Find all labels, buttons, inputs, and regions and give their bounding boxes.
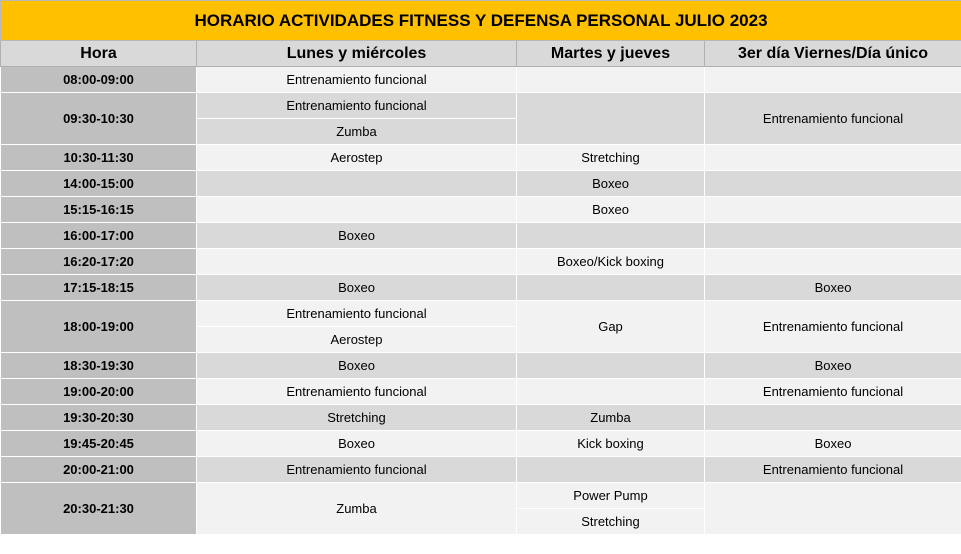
header-martes-jueves: Martes y jueves — [517, 41, 705, 67]
schedule-row — [1, 249, 961, 275]
header-hora: Hora — [1, 41, 197, 67]
schedule-row — [1, 457, 961, 483]
schedule-row — [1, 197, 961, 223]
activity-viernes: Entrenamiento funcional — [705, 457, 961, 483]
activity-viernes — [705, 67, 961, 93]
activity-martes-jueves: Gap — [517, 301, 705, 353]
activity-martes-jueves: Boxeo — [517, 171, 705, 197]
schedule-row — [1, 483, 961, 509]
activity-lunes-miercoles — [197, 249, 517, 275]
time-slot: 09:30-10:30 — [1, 93, 197, 145]
schedule-row — [1, 275, 961, 301]
schedule-title: HORARIO ACTIVIDADES FITNESS Y DEFENSA PERSONAL JULIO 2023 — [1, 1, 961, 41]
activity-martes-jueves: Stretching — [517, 509, 705, 535]
activity-martes-jueves: Stretching — [517, 145, 705, 171]
time-slot: 18:00-19:00 — [1, 301, 197, 353]
activity-viernes — [705, 405, 961, 431]
activity-martes-jueves — [517, 223, 705, 249]
time-slot: 17:15-18:15 — [1, 275, 197, 301]
schedule-row — [1, 67, 961, 93]
time-slot: 20:30-21:30 — [1, 483, 197, 535]
activity-viernes: Entrenamiento funcional — [705, 93, 961, 145]
activity-viernes: Boxeo — [705, 275, 961, 301]
header-lunes-miercoles: Lunes y miércoles — [197, 41, 517, 67]
activity-viernes — [705, 145, 961, 171]
activity-lunes-miercoles: Entrenamiento funcional — [197, 457, 517, 483]
time-slot: 10:30-11:30 — [1, 145, 197, 171]
time-slot: 19:30-20:30 — [1, 405, 197, 431]
schedule-row — [1, 93, 961, 119]
activity-viernes — [705, 171, 961, 197]
activity-lunes-miercoles: Entrenamiento funcional — [197, 379, 517, 405]
time-slot: 08:00-09:00 — [1, 67, 197, 93]
activity-lunes-miercoles: Aerostep — [197, 327, 517, 353]
schedule-row — [1, 223, 961, 249]
schedule-row — [1, 353, 961, 379]
activity-viernes: Boxeo — [705, 431, 961, 457]
activity-lunes-miercoles: Aerostep — [197, 145, 517, 171]
activity-martes-jueves — [517, 275, 705, 301]
time-slot: 20:00-21:00 — [1, 457, 197, 483]
activity-martes-jueves — [517, 353, 705, 379]
time-slot: 16:00-17:00 — [1, 223, 197, 249]
activity-lunes-miercoles — [197, 171, 517, 197]
schedule-row — [1, 301, 961, 327]
activity-martes-jueves: Zumba — [517, 405, 705, 431]
activity-martes-jueves — [517, 457, 705, 483]
activity-viernes: Boxeo — [705, 353, 961, 379]
activity-martes-jueves: Boxeo — [517, 197, 705, 223]
activity-viernes — [705, 223, 961, 249]
activity-lunes-miercoles: Boxeo — [197, 223, 517, 249]
schedule-row — [1, 145, 961, 171]
activity-viernes — [705, 197, 961, 223]
activity-lunes-miercoles: Boxeo — [197, 353, 517, 379]
activity-lunes-miercoles: Entrenamiento funcional — [197, 93, 517, 119]
schedule-row — [1, 379, 961, 405]
header-viernes: 3er día Viernes/Día único — [705, 41, 961, 67]
activity-martes-jueves — [517, 93, 705, 145]
activity-lunes-miercoles: Zumba — [197, 119, 517, 145]
activity-lunes-miercoles: Entrenamiento funcional — [197, 67, 517, 93]
schedule-row — [1, 171, 961, 197]
activity-martes-jueves: Boxeo/Kick boxing — [517, 249, 705, 275]
activity-viernes: Entrenamiento funcional — [705, 379, 961, 405]
activity-lunes-miercoles: Entrenamiento funcional — [197, 301, 517, 327]
time-slot: 14:00-15:00 — [1, 171, 197, 197]
time-slot: 15:15-16:15 — [1, 197, 197, 223]
activity-lunes-miercoles: Zumba — [197, 483, 517, 535]
activity-martes-jueves: Power Pump — [517, 483, 705, 509]
activity-martes-jueves: Kick boxing — [517, 431, 705, 457]
time-slot: 19:45-20:45 — [1, 431, 197, 457]
activity-viernes — [705, 483, 961, 535]
schedule-row — [1, 431, 961, 457]
activity-viernes: Entrenamiento funcional — [705, 301, 961, 353]
time-slot: 18:30-19:30 — [1, 353, 197, 379]
time-slot: 19:00-20:00 — [1, 379, 197, 405]
activity-lunes-miercoles: Boxeo — [197, 275, 517, 301]
time-slot: 16:20-17:20 — [1, 249, 197, 275]
activity-viernes — [705, 249, 961, 275]
activity-lunes-miercoles: Stretching — [197, 405, 517, 431]
activity-lunes-miercoles — [197, 197, 517, 223]
activity-martes-jueves — [517, 379, 705, 405]
activity-lunes-miercoles: Boxeo — [197, 431, 517, 457]
schedule-row — [1, 405, 961, 431]
activity-martes-jueves — [517, 67, 705, 93]
